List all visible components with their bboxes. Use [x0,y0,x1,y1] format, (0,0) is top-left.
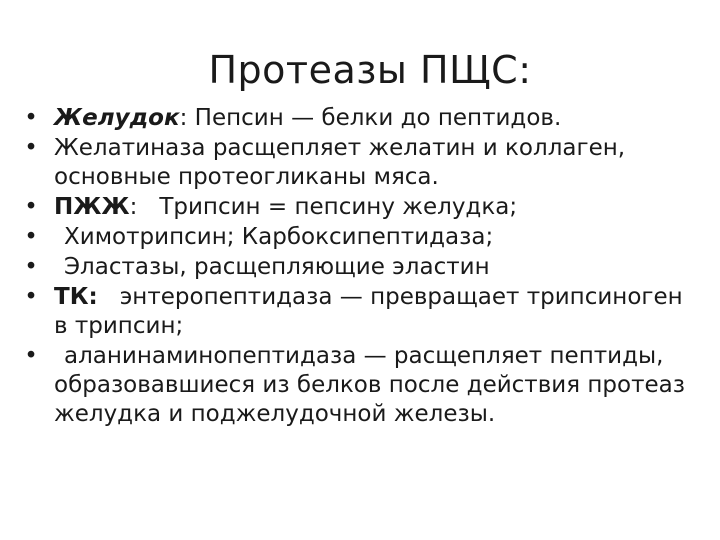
bullet-icon: • [24,284,38,310]
bullet-text: Эластазы, расщепляющие эластин [64,254,490,280]
bullet-lead-intestine: ТК: [54,284,98,310]
bullet-item [20,253,700,282]
bullet-item [20,193,700,222]
bullet-item [20,283,700,341]
bullet-lead-separator: : [129,194,138,220]
bullet-text: аланинаминопептидаза — расщепляет пептиды, образовавшиеся из белков после действия протеаз желудка и поджелудочной железы. [54,343,685,427]
bullet-item [20,134,700,192]
bullet-item [20,104,700,133]
bullet-text: Желатиназа расщепляет желатин и коллаген, основные протеогликаны мяса. [54,135,626,190]
bullet-lead-pancreas: ПЖЖ [54,194,130,220]
bullet-icon: • [24,194,38,220]
bullet-lead-separator: : [179,105,188,131]
bullet-icon: • [24,224,38,250]
bullet-item [20,342,700,429]
bullet-text: энтеропептидаза — превращает трипсиноген в трипсин; [54,284,683,339]
bullet-icon: • [24,254,38,280]
bullet-icon: • [24,343,38,369]
bullet-icon: • [24,105,38,131]
bullet-text: Химотрипсин; Карбоксипептидаза; [64,224,494,250]
bullet-lead-stomach: Желудок [54,105,180,131]
bullet-icon: • [24,135,38,161]
bullet-item [20,223,700,252]
bullet-text: Пепсин — белки до пептидов. [187,105,562,131]
bullet-list [20,104,700,430]
bullet-text: Трипсин = пепсину желудка; [159,194,518,220]
slide-title: Протеазы ПЩС: [208,48,532,92]
